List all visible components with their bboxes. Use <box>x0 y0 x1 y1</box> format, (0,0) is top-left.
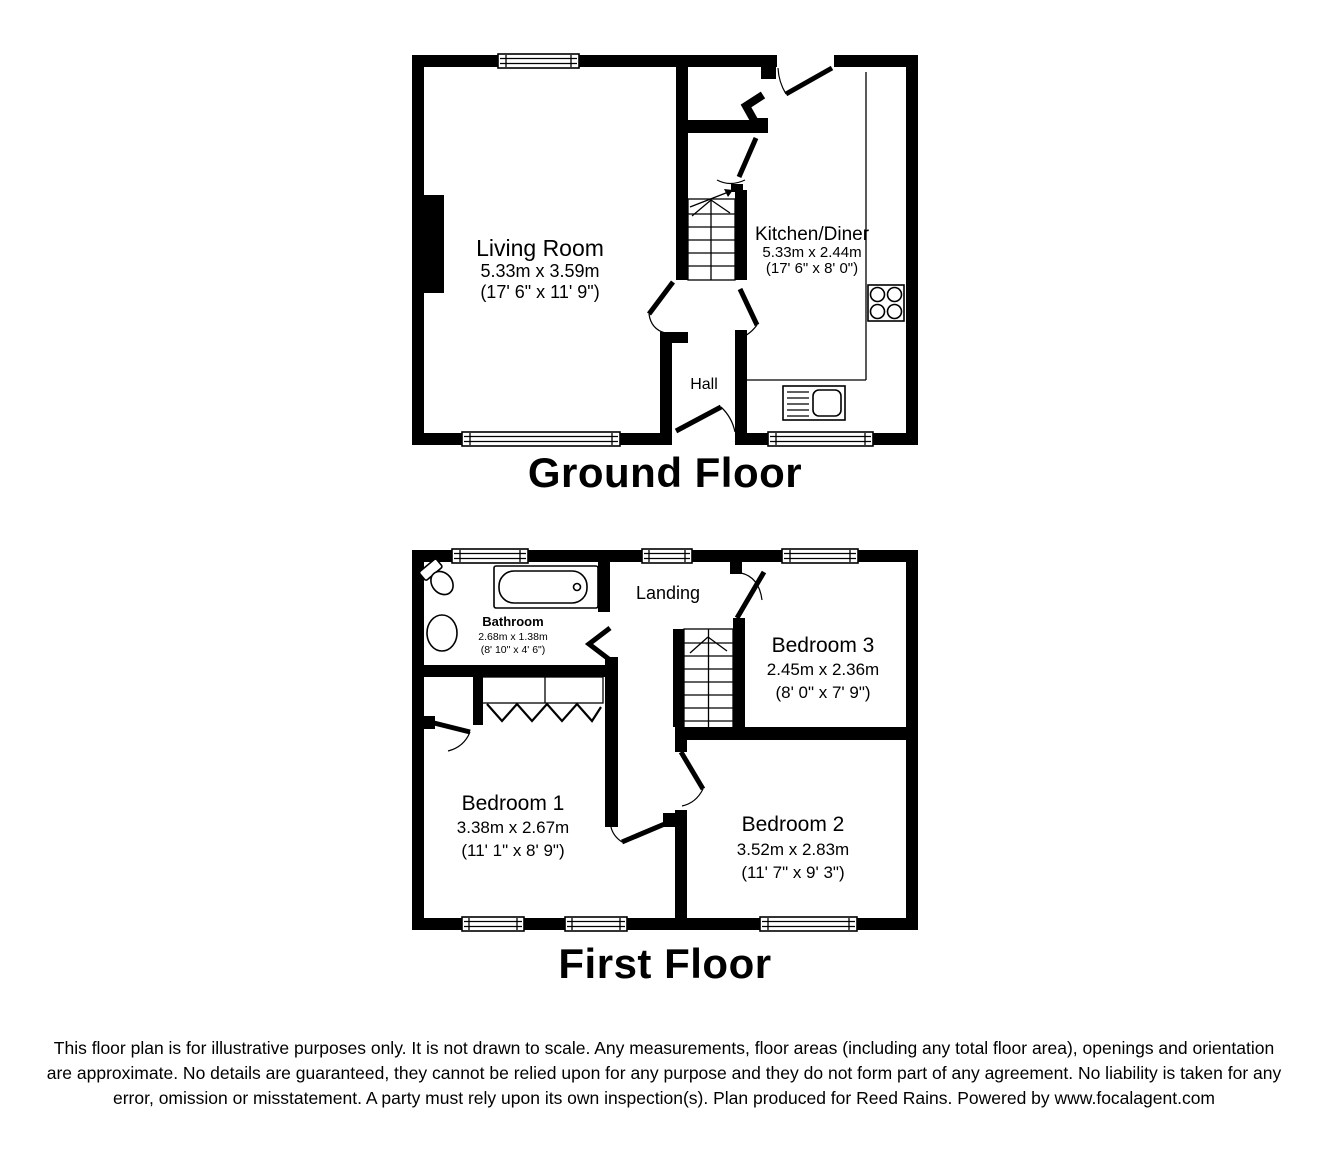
bedroom2-label: Bedroom 2 <box>741 813 845 836</box>
gf-front-door-opening <box>672 433 735 445</box>
gf-window-living-top <box>498 54 579 68</box>
ff-bathroom-door <box>589 628 610 660</box>
bedroom1-size-m: 3.38m x 2.67m <box>456 818 570 837</box>
bathroom-size-ft: (8' 10" x 4' 6") <box>480 644 546 656</box>
gf-back-door-opening <box>777 55 834 67</box>
ff-bed3-door <box>737 572 764 618</box>
living-room-size-m: 5.33m x 3.59m <box>480 261 600 281</box>
bedroom2-size-m: 3.52m x 2.83m <box>736 840 850 859</box>
ff-wall-bathroom-right <box>598 562 610 612</box>
gf-backdoor-jamb <box>761 67 776 79</box>
gf-wall-top <box>412 55 918 67</box>
ff-bed2-door-stub <box>675 740 687 752</box>
ff-wall-stairs-bottom <box>675 727 906 740</box>
bedroom3-label: Bedroom 3 <box>771 634 875 657</box>
living-room-label: Living Room <box>476 235 604 261</box>
ff-wall-stairs-left <box>673 629 684 727</box>
ff-staircase <box>684 629 733 728</box>
gf-kitchen-lobby-door <box>717 138 756 184</box>
bedroom1-label: Bedroom 1 <box>461 792 565 815</box>
gf-front-door <box>676 407 735 432</box>
gf-lobby-zigzag-wall <box>746 95 768 122</box>
gf-window-kitchen-bottom <box>768 432 873 446</box>
ff-window-landing-top <box>642 549 692 563</box>
ff-bed2-door <box>681 752 703 806</box>
gf-wall-living-hall <box>676 67 688 280</box>
ff-wall-bed3-left <box>733 618 745 740</box>
toilet-icon <box>419 558 459 599</box>
ff-wall-left <box>412 550 424 930</box>
gf-chimney-breast <box>424 195 444 293</box>
ff-wall-corridor <box>605 657 618 827</box>
bathtub-icon <box>494 566 598 608</box>
hob-icon <box>868 285 904 321</box>
gf-wall-left <box>412 55 424 445</box>
gf-wall-hall-lower-right <box>735 330 747 433</box>
wardrobe-icon <box>482 677 603 721</box>
disclaimer-text: This floor plan is for illustrative purposes only. It is not drawn to scale. Any measurements, floor areas (including any total floor area), openings and orientation are approximate. No details are guaranteed, they cannot be relied upon for any purpose and they do not form part of any agreement. No liability is taken for any error, omission or misstatement. A party must rely upon its own inspection(s). Plan produced for Reed Rains. Powered by www.focalagent.com <box>46 1038 1282 1108</box>
wash-basin-icon <box>427 615 457 651</box>
ff-window-bed2-bottom <box>760 917 857 931</box>
ff-closet-jamb <box>424 716 435 729</box>
gf-wall-stairs-right <box>735 190 747 280</box>
kitchen-size-m: 5.33m x 2.44m <box>762 244 862 261</box>
first-floor-title: First Floor <box>558 940 772 987</box>
ff-bed3-top-stub <box>730 562 742 574</box>
gf-back-door <box>778 68 832 94</box>
ff-wall-right <box>906 550 918 930</box>
gf-wall-right <box>906 55 918 445</box>
bedroom2-size-ft: (11' 7" x 9' 3") <box>741 863 845 882</box>
gf-stair-stub <box>731 184 743 192</box>
ff-window-bed1-bottom-2 <box>565 917 627 931</box>
gf-window-living-bottom <box>462 432 620 446</box>
ff-bed1-door <box>611 823 667 842</box>
bedroom3-size-ft: (8' 0" x 7' 9") <box>775 683 871 702</box>
bedroom3-size-m: 2.45m x 2.36m <box>766 660 880 679</box>
hall-label: Hall <box>690 376 718 393</box>
kitchen-size-ft: (17' 6" x 8' 0") <box>765 260 859 277</box>
ff-window-bed1-bottom-1 <box>462 917 524 931</box>
bathroom-size-m: 2.68m x 1.38m <box>478 631 548 643</box>
gf-staircase <box>688 189 735 280</box>
ground-floor-title: Ground Floor <box>527 449 803 496</box>
gf-living-room-door <box>649 282 673 333</box>
ff-window-bed3-top <box>782 549 858 563</box>
ff-closet-door <box>434 723 470 751</box>
bedroom1-size-ft: (11' 1" x 8' 9") <box>461 841 565 860</box>
kitchen-label: Kitchen/Diner <box>754 224 870 245</box>
landing-label: Landing <box>635 583 701 603</box>
living-room-size-ft: (17' 6" x 11' 9") <box>480 282 600 302</box>
ff-window-bathroom-top <box>452 549 528 563</box>
bathroom-label: Bathroom <box>482 614 544 629</box>
ff-wall-bathroom-bottom <box>424 665 606 677</box>
ground-floor-plan <box>412 54 918 446</box>
sink-icon <box>783 386 845 420</box>
first-floor-plan <box>412 549 918 931</box>
gf-wall-hall-lower-left <box>660 332 672 433</box>
